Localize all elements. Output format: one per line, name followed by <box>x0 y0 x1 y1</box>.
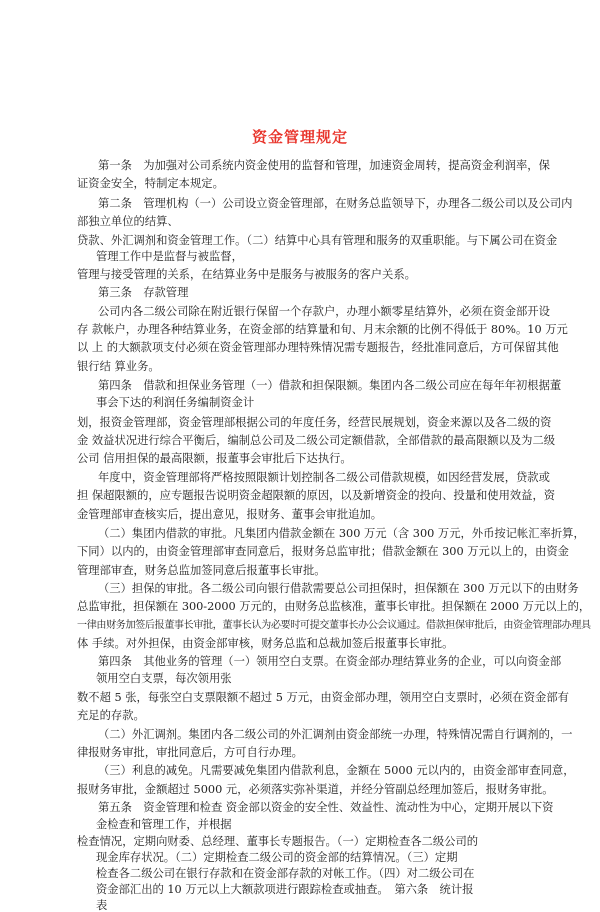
text-line: 划，报资金管理部，资金管理部根据公司的年度任务，经营民展规划，资金来源以及各二级的资 <box>77 416 552 429</box>
text-line: 第二条 管理机构（一）公司设立资金管理部，在财务总监领导下，办理各二级公司以及公司内 <box>98 197 573 210</box>
text-line: 事会下达的利润任务编制资金计 <box>96 396 255 409</box>
text-line: 检查各二级公司在银行存款和在资金部存款的对帐工作。（四）对二级公司在 <box>96 867 475 880</box>
text-line: 担 保超限额的，应专题报告说明资金超限额的原因，以及新增资金的投向、投量和使用效益，资 <box>77 489 556 502</box>
text-line: （三）担保的审批。各二级公司向银行借款需要总公司担保时，担保额在 300 万元以下的由财务 <box>98 582 579 595</box>
text-line: 表 <box>96 899 108 912</box>
text-line: 报财务审批，金额超过 5000 元，必须落实弥补渠道，并经分管副总经理加签后，报财务审批。 <box>77 783 554 796</box>
text-line: 体 手续。对外担保，由资金部审核，财务总监和总裁加签后报董事长审批。 <box>77 637 454 650</box>
text-line: 第一条 为加强对公司系统内资金使用的监督和管理，加速资金周转，提高资金利润率，保 <box>98 159 550 172</box>
text-line: 第四条 其他业务的管理（一）领用空白支票。在资金部办理结算业务的企业，可以向资金部 <box>98 655 562 668</box>
text-line: 资金部汇出的 10 万元以上大额款项进行跟踪检查或抽查。 第六条 统计报 <box>96 883 474 896</box>
text-line: 律报财务审批，审批同意后，方可自行办理。 <box>77 746 303 759</box>
text-line: 管理与接受管理的关系，在结算业务中是服务与被服务的客户关系。 <box>77 268 416 281</box>
text-line: 银行结 算业务。 <box>77 360 160 373</box>
text-line: 金检查和管理工作，并根据 <box>96 818 232 831</box>
text-line: 管理部审查，财务总监加签同意后报董事长审批。 <box>77 564 326 577</box>
text-line: 公司内各二级公司除在附近银行保留一个存款户，办理小额零星结算外，必须在资金部开设 <box>98 305 550 318</box>
text-line: 总监审批，担保额在 300-2000 万元的，由财务总监核准，董事长审批。担保额在 2000 万元以上的， <box>77 600 591 613</box>
text-line: 领用空白支票，每次领用张 <box>96 672 232 685</box>
text-line: （三）利息的减免。凡需要减免集团内借款利息，金额在 5000 元以内的，由资金部审查同意， <box>98 764 575 777</box>
text-line: 存 款帐户，办理各种结算业务，在资金部的结算量和旬、月末余额的比例不得低于 80%。10 万元 <box>77 323 568 336</box>
text-line: 部独立单位的结算、 <box>77 215 179 228</box>
text-line: 公司 信用担保的最高限额，报董事会审批后下达执行。 <box>77 452 352 465</box>
text-line: （二）外汇调剂。集团内各二级公司的外汇调剂由资金部统一办理，特殊情况需自行调剂的，一 <box>98 728 573 741</box>
text-line: 管理工作中是监督与被监督， <box>96 250 243 263</box>
text-line: 下同）以内的，由资金管理部审查同意后，报财务总监审批；借款金额在 300 万元以上的，由资金 <box>77 545 569 558</box>
document-title: 资金管理规定 <box>251 128 348 146</box>
text-line: 金管理部审查核实后，提出意见，报财务、董事会审批追加。 <box>77 508 383 521</box>
text-line: 金 效益状况进行综合平衡后，编制总公司及二级公司定额借款，全部借款的最高限额以及为二级 <box>77 434 556 447</box>
text-line: （二）集团内借款的审批。凡集团内借款金额在 300 万元（含 300 万元，外币按记帐汇率折算， <box>98 527 585 540</box>
text-line: 证资金安全，特制定本规定。 <box>77 177 224 190</box>
text-line: 现金库存状况。（二）定期检查二级公司的资金部的结算情况。（三）定期 <box>96 851 458 864</box>
text-line: 贷款、外汇调剂和资金管理工作。（二）结算中心具有管理和服务的双重职能。与下属公司在资金 <box>77 234 558 247</box>
text-line: 一律由财务加签后报董事长审批，董事长认为必要时可提交董事长办公会议通过。借款担保审批后，由资金管理部办理具 <box>77 619 591 631</box>
text-line: 第五条 资金管理和检查 资金部以资金的安全性、效益性、流动性为中心，定期开展以下资 <box>98 801 554 814</box>
text-line: 第四条 借款和担保业务管理（一）借款和担保限额。集团内各二级公司应在每年年初根据董 <box>98 379 562 392</box>
text-line: 数不超 5 张，每张空白支票限额不超过 5 万元，由资金部办理，领用空白支票时，必须在资金部有 <box>77 691 569 704</box>
text-line: 充足的存款。 <box>77 709 145 722</box>
text-line: 检查情况，定期向财委、总经理、董事长专题报告。（一）定期检查各二级公司的 <box>77 835 479 848</box>
text-line: 以 上 的大额款项支付必须在资金管理部办理特殊情况需专题报告，经批准同意后，方可保留其他 <box>77 341 559 354</box>
text-line: 第三条 存款管理 <box>98 286 189 299</box>
text-line: 年度中，资金管理部将严格按照限额计划控制各二级公司借款规模，如因经营发展，贷款或 <box>98 471 550 484</box>
